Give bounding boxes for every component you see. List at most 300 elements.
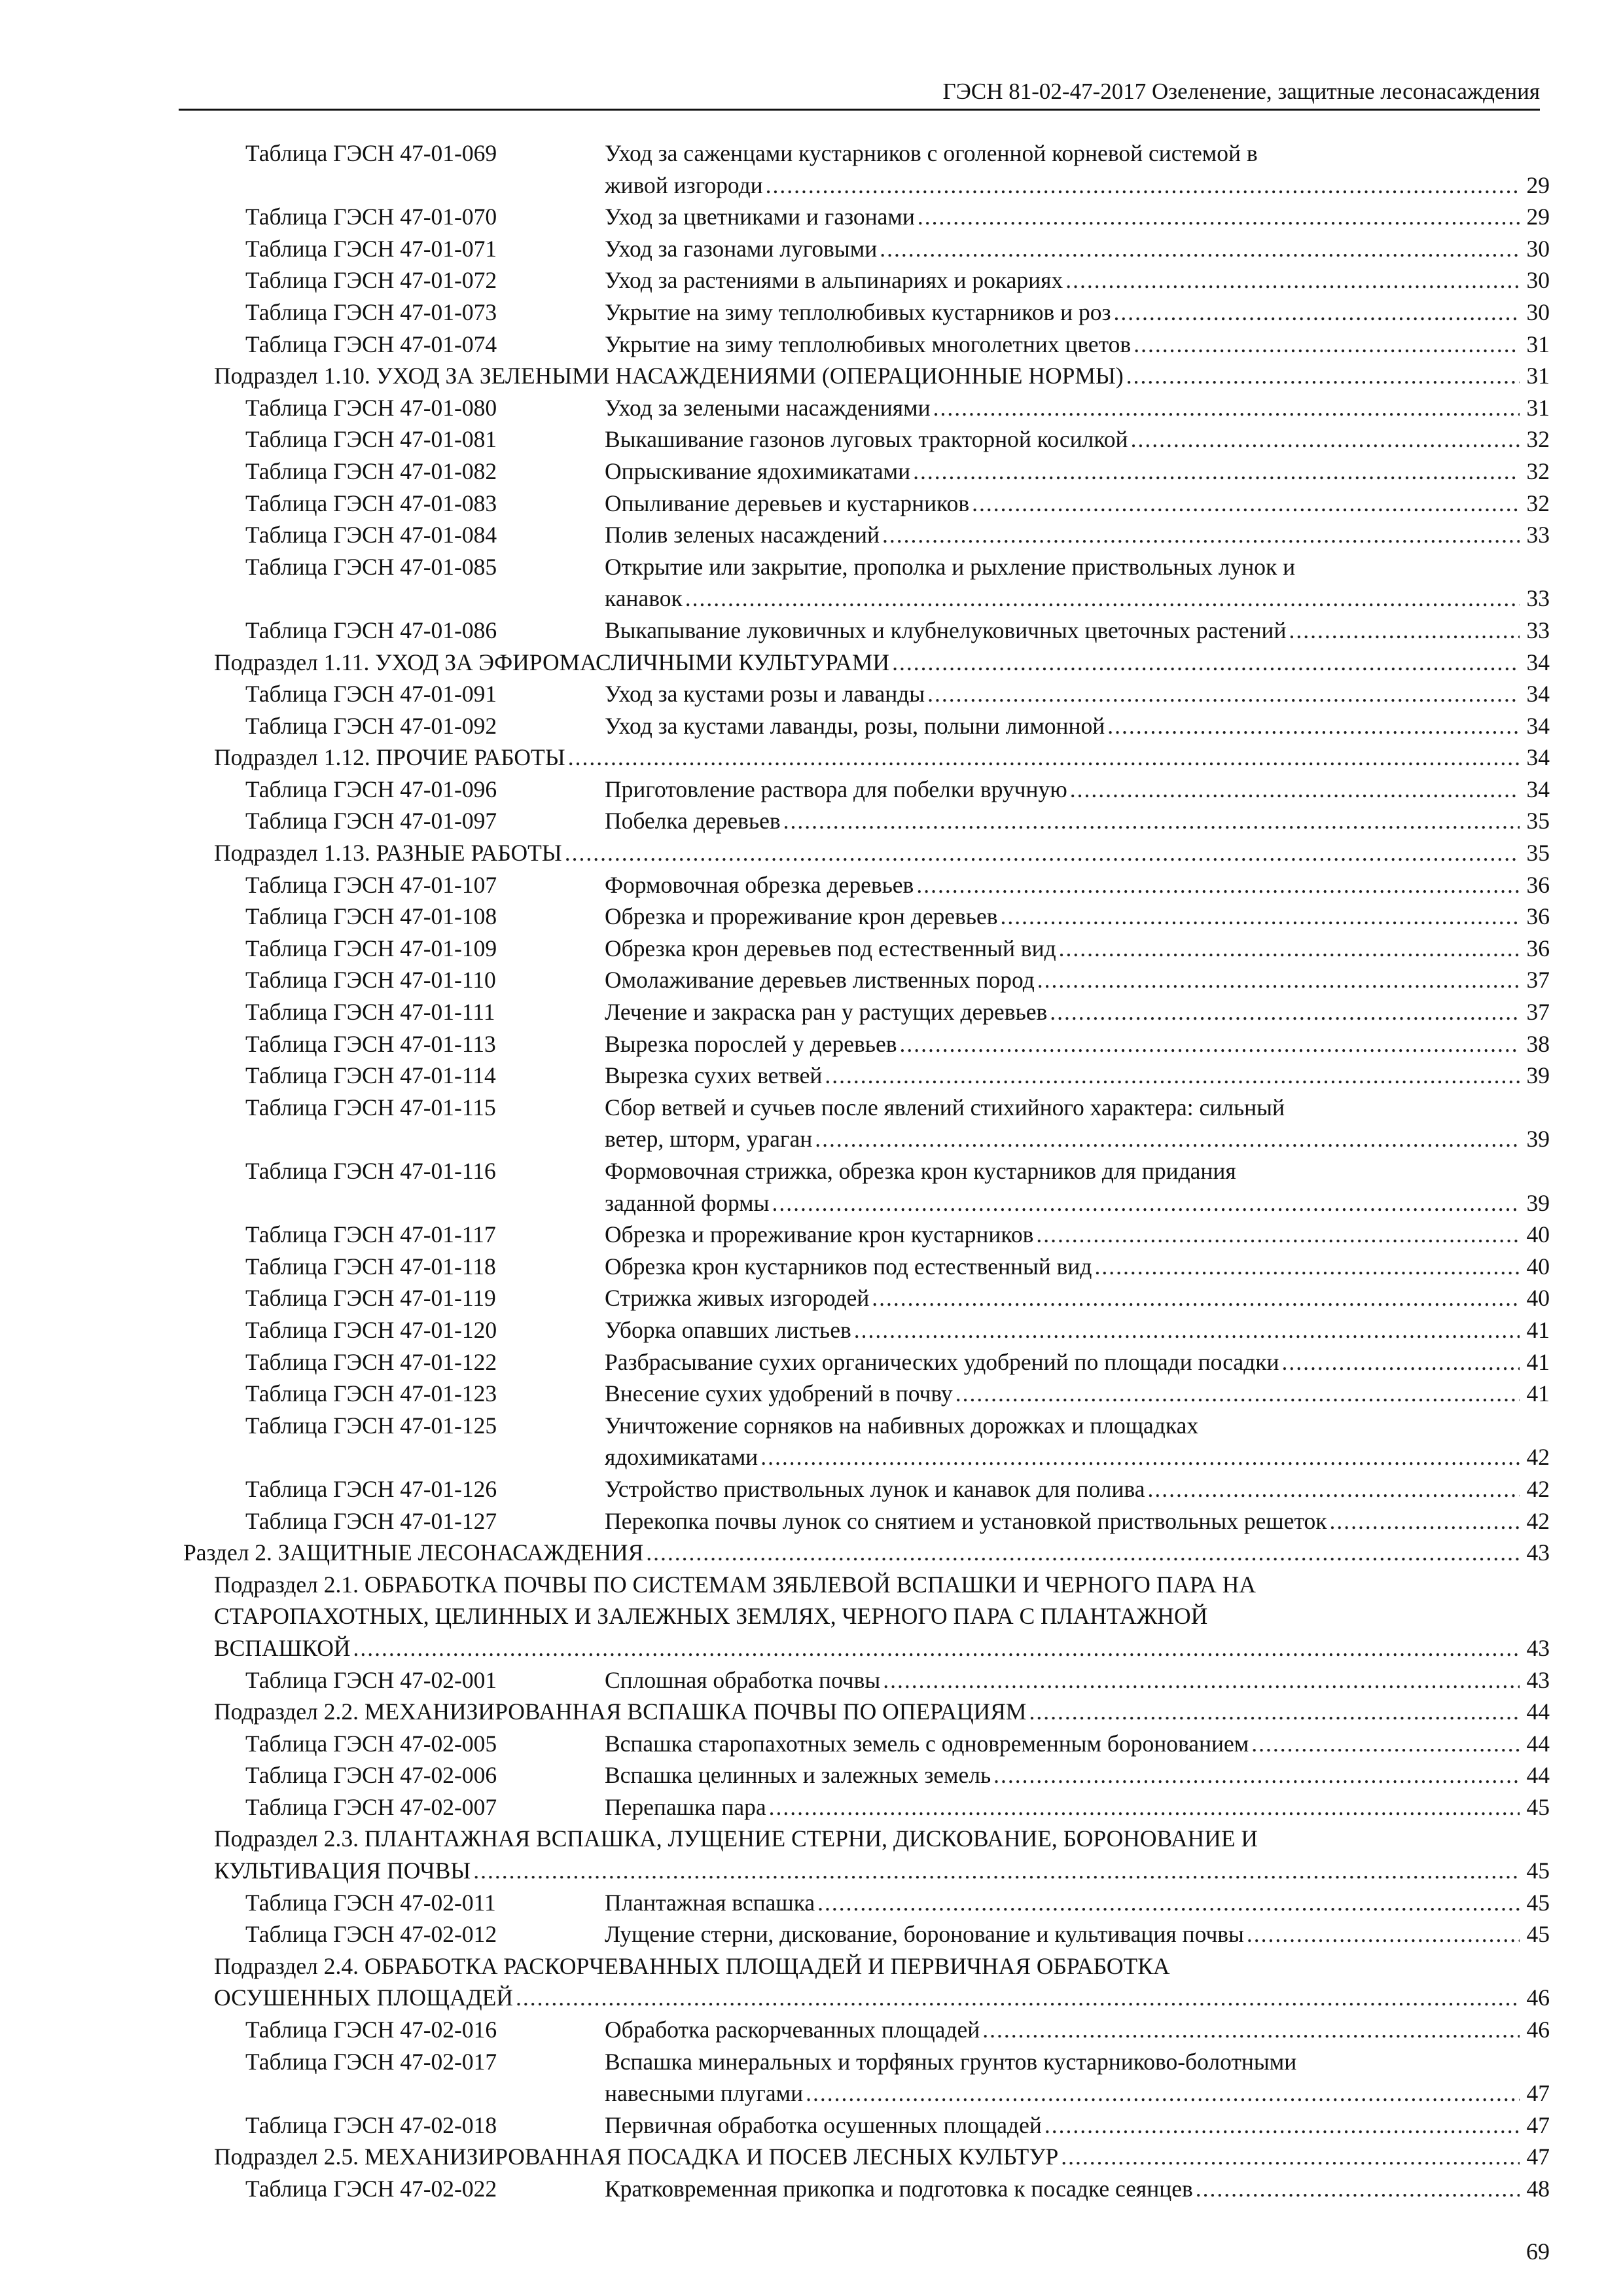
- toc-entry-title: Вспашка целинных и залежных земель: [605, 1762, 991, 1789]
- toc-row[interactable]: [0, 360, 1623, 392]
- toc-subsection-title: Подраздел 1.13. РАЗНЫЕ РАБОТЫ: [214, 840, 562, 867]
- toc-table-code: Таблица ГЭСН 47-02-016: [245, 2017, 497, 2043]
- toc-page-number: 40: [1526, 1221, 1550, 1248]
- toc-entry: [605, 1378, 1550, 1410]
- toc-subsection-title: ОСУШЕННЫХ ПЛОЩАДЕЙ: [214, 1984, 513, 2011]
- toc-entry-title: Обрезка и прореживание крон кустарников: [605, 1221, 1034, 1248]
- toc-page-number: 44: [1526, 1762, 1550, 1789]
- dot-leader: [880, 233, 1520, 265]
- toc-table-code: Таблица ГЭСН 47-01-116: [245, 1158, 496, 1184]
- toc-row[interactable]: [0, 264, 1623, 296]
- toc-row[interactable]: [0, 2109, 1623, 2142]
- toc-entry: [605, 678, 1550, 710]
- toc-table-code: Таблица ГЭСН 47-01-071: [245, 235, 497, 262]
- toc-row[interactable]: [0, 201, 1623, 233]
- toc-entry-title: Вспашка старопахотных земель с одновременным боронованием: [605, 1730, 1249, 1757]
- dot-leader: [872, 1282, 1520, 1314]
- toc-entry-title: Уборка опавших листьев: [605, 1316, 851, 1343]
- toc-section-title: Раздел 2. ЗАЩИТНЫЕ ЛЕСОНАСАЖДЕНИЯ: [183, 1539, 644, 1566]
- toc-entry: [605, 2109, 1550, 2142]
- dot-leader: [1282, 1346, 1520, 1378]
- toc-row[interactable]: [0, 488, 1623, 520]
- toc-row[interactable]: [0, 170, 1623, 202]
- toc-entry-title: Кратковременная прикопка и подготовка к посадке сеянцев: [605, 2176, 1193, 2202]
- toc-row[interactable]: [0, 2014, 1623, 2046]
- toc-row[interactable]: [0, 2173, 1623, 2205]
- toc-row[interactable]: [0, 392, 1623, 424]
- toc-page-number: 43: [1526, 1634, 1550, 1661]
- toc-table-code: Таблица ГЭСН 47-01-082: [245, 457, 497, 484]
- toc-page-number: 31: [1526, 331, 1550, 357]
- toc-entry: [605, 551, 1295, 583]
- toc-entry: [605, 1092, 1285, 1124]
- toc-row[interactable]: [0, 996, 1623, 1028]
- toc-entry-title: Вырезка порослей у деревьев: [605, 1030, 897, 1057]
- toc-row[interactable]: [0, 1632, 1623, 1664]
- toc-subsection-title: Подраздел 2.2. МЕХАНИЗИРОВАННАЯ ВСПАШКА ПОЧВЫ ПО ОПЕРАЦИЯМ: [214, 1698, 1027, 1725]
- toc-table-code: Таблица ГЭСН 47-02-018: [245, 2111, 497, 2138]
- toc-entry: [605, 933, 1550, 965]
- dot-leader: [1065, 264, 1520, 296]
- toc-row[interactable]: [0, 742, 1623, 774]
- toc-table-code: Таблица ГЭСН 47-01-119: [245, 1285, 496, 1312]
- toc-table-code: Таблица ГЭСН 47-01-085: [245, 553, 497, 580]
- dot-leader: [1070, 774, 1520, 806]
- toc-page-number: 48: [1526, 2176, 1550, 2202]
- toc-subsection-title: Подраздел 1.11. УХОД ЗА ЭФИРОМАСЛИЧНЫМИ КУЛЬТУРАМИ: [214, 649, 890, 675]
- toc-page-number: 37: [1526, 999, 1550, 1026]
- toc-entry-title: Обрезка крон деревьев под естественный вид: [605, 935, 1056, 961]
- toc-entry: [605, 519, 1550, 551]
- toc-row[interactable]: [0, 1569, 1623, 1601]
- toc-entry: [605, 1410, 1198, 1442]
- toc-entry-title: канавок: [605, 585, 683, 612]
- toc-entry-title: навесными плугами: [605, 2080, 804, 2107]
- toc-entry-title: Полив зеленых насаждений: [605, 522, 880, 548]
- toc-row[interactable]: [0, 1378, 1623, 1410]
- toc-page-number: 47: [1526, 2080, 1550, 2107]
- toc-page-number: 31: [1526, 394, 1550, 421]
- toc-entry: [605, 1187, 1550, 1219]
- toc-table-code: Таблица ГЭСН 47-01-127: [245, 1507, 497, 1534]
- toc-entry-title: Опрыскивание ядохимикатами: [605, 457, 911, 484]
- toc-entry: [605, 1219, 1550, 1251]
- toc-entry: [605, 2077, 1550, 2109]
- dot-leader: [1050, 996, 1520, 1028]
- toc-entry: [214, 1600, 1207, 1632]
- toc-table-code: Таблица ГЭСН 47-02-022: [245, 2176, 497, 2202]
- toc-entry-title: Перекопка почвы лунок со снятием и установкой приствольных решеток: [605, 1507, 1327, 1534]
- toc-entry-title: Уход за кустами лаванды, розы, полыни лимонной: [605, 712, 1105, 739]
- dot-leader: [955, 1378, 1520, 1410]
- toc-entry-title: Сбор ветвей и сучьев после явлений стихийного характера: сильный: [605, 1094, 1285, 1121]
- toc-table-code: Таблица ГЭСН 47-01-115: [245, 1094, 496, 1121]
- toc-entry-title: Лущение стерни, дискование, боронование и культивация почвы: [605, 1921, 1244, 1948]
- dot-leader: [1196, 2173, 1520, 2205]
- toc-page-number: 45: [1526, 1857, 1550, 1884]
- toc-entry: [605, 423, 1550, 456]
- toc-page-number: 39: [1526, 1062, 1550, 1089]
- dot-leader: [1133, 329, 1520, 361]
- toc-entry: [605, 2014, 1550, 2046]
- toc-subsection-title: КУЛЬТИВАЦИЯ ПОЧВЫ: [214, 1857, 471, 1884]
- toc-table-code: Таблица ГЭСН 47-01-126: [245, 1475, 497, 1502]
- toc-row[interactable]: [0, 1537, 1623, 1569]
- toc-page-number: 42: [1526, 1507, 1550, 1534]
- toc-entry-title: Уход за цветниками и газонами: [605, 204, 915, 230]
- toc-page-number: 41: [1526, 1316, 1550, 1343]
- toc-page-number: 41: [1526, 1380, 1550, 1407]
- toc-entry-title: Вспашка минеральных и торфяных грунтов кустарниково-болотными: [605, 2048, 1297, 2075]
- toc-row[interactable]: [0, 1219, 1623, 1251]
- toc-entry: [605, 1028, 1550, 1060]
- dot-leader: [1044, 2109, 1520, 2142]
- toc-entry-title: Выкашивание газонов луговых тракторной косилкой: [605, 426, 1128, 453]
- toc-page-number: 42: [1526, 1444, 1550, 1471]
- toc-entry-title: Обрезка и прореживание крон деревьев: [605, 903, 998, 930]
- toc-row[interactable]: [0, 1473, 1623, 1505]
- toc-table-code: Таблица ГЭСН 47-01-080: [245, 394, 497, 421]
- toc-row[interactable]: [0, 329, 1623, 361]
- toc-row[interactable]: [0, 1696, 1623, 1728]
- toc-page-number: 33: [1526, 522, 1550, 548]
- toc-table-code: Таблица ГЭСН 47-01-109: [245, 935, 497, 961]
- toc-row[interactable]: [0, 1887, 1623, 1919]
- toc-entry: [605, 964, 1550, 996]
- toc-page-number: 39: [1526, 1189, 1550, 1216]
- toc-entry: [605, 1282, 1550, 1314]
- toc-entry: [605, 996, 1550, 1028]
- toc-entry: [183, 1537, 1550, 1569]
- toc-subsection-title: СТАРОПАХОТНЫХ, ЦЕЛИННЫХ И ЗАЛЕЖНЫХ ЗЕМЛЯХ, ЧЕРНОГО ПАРА С ПЛАНТАЖНОЙ: [214, 1603, 1208, 1630]
- toc-table-code: Таблица ГЭСН 47-01-113: [245, 1030, 496, 1057]
- toc-entry: [605, 869, 1550, 901]
- toc-row[interactable]: [0, 678, 1623, 710]
- toc-page-number: 36: [1526, 871, 1550, 898]
- toc-row[interactable]: [0, 1282, 1623, 1314]
- dot-leader: [769, 1791, 1520, 1823]
- toc-page-number: 33: [1526, 585, 1550, 612]
- toc-page-number: 44: [1526, 1730, 1550, 1757]
- toc-row[interactable]: [0, 456, 1623, 488]
- toc-entry-title: Разбрасывание сухих органических удобрений по площади посадки: [605, 1348, 1279, 1375]
- toc-table-code: Таблица ГЭСН 47-02-005: [245, 1730, 497, 1757]
- toc-entry-title: Вырезка сухих ветвей: [605, 1062, 823, 1089]
- dot-leader: [1148, 1473, 1520, 1505]
- toc-entry-title: ядохимикатами: [605, 1444, 758, 1471]
- dot-leader: [927, 678, 1520, 710]
- dot-leader: [918, 201, 1520, 233]
- toc-page-number: 46: [1526, 1984, 1550, 2011]
- toc-entry: [605, 1759, 1550, 1791]
- toc-row[interactable]: [0, 1155, 1623, 1187]
- toc-entry: [605, 1155, 1236, 1187]
- toc-row[interactable]: [0, 519, 1623, 551]
- toc-row[interactable]: [0, 805, 1623, 837]
- toc-row[interactable]: [0, 2141, 1623, 2173]
- toc-entry-title: Обработка раскорчеванных площадей: [605, 2017, 980, 2043]
- dot-leader: [646, 1537, 1520, 1569]
- toc-entry-title: Формовочная обрезка деревьев: [605, 871, 914, 898]
- toc-row[interactable]: [0, 964, 1623, 996]
- toc-entry-title: Формовочная стрижка, обрезка крон кустарников для придания: [605, 1158, 1236, 1184]
- toc-subsection-title: Подраздел 1.10. УХОД ЗА ЗЕЛЕНЫМИ НАСАЖДЕНИЯМИ (ОПЕРАЦИОННЫЕ НОРМЫ): [214, 363, 1124, 389]
- dot-leader: [1113, 296, 1520, 329]
- toc-row[interactable]: [0, 1505, 1623, 1537]
- toc-entry-title: Уход за растениями в альпинариях и рокариях: [605, 267, 1063, 294]
- toc-entry-title: заданной формы: [605, 1189, 770, 1216]
- dot-leader: [685, 583, 1520, 615]
- dot-leader: [760, 1441, 1520, 1473]
- toc-table-code: Таблица ГЭСН 47-02-011: [245, 1889, 496, 1916]
- toc-table-code: Таблица ГЭСН 47-01-107: [245, 871, 497, 898]
- toc-row[interactable]: [0, 615, 1623, 647]
- toc-row[interactable]: [0, 1823, 1623, 1855]
- dot-leader: [772, 1187, 1520, 1219]
- toc-page-number: 32: [1526, 426, 1550, 453]
- toc-entry-title: Плантажная вспашка: [605, 1889, 815, 1916]
- toc-page-number: 32: [1526, 490, 1550, 516]
- dot-leader: [473, 1855, 1520, 1887]
- toc-row[interactable]: [0, 933, 1623, 965]
- toc-entry-title: Опыливание деревьев и кустарников: [605, 490, 970, 516]
- dot-leader: [993, 1759, 1520, 1791]
- toc-table-code: Таблица ГЭСН 47-01-070: [245, 204, 497, 230]
- toc-entry: [605, 1123, 1550, 1155]
- toc-row[interactable]: [0, 1028, 1623, 1060]
- toc-entry-title: живой изгороди: [605, 171, 763, 198]
- dot-leader: [1059, 933, 1520, 965]
- toc-row[interactable]: [0, 1728, 1623, 1760]
- toc-subsection-title: Подраздел 2.4. ОБРАБОТКА РАСКОРЧЕВАННЫХ ПЛОЩАДЕЙ И ПЕРВИЧНАЯ ОБРАБОТКА: [214, 1952, 1170, 1979]
- toc-entry: [605, 901, 1550, 933]
- toc-row[interactable]: [0, 837, 1623, 869]
- toc-row[interactable]: [0, 774, 1623, 806]
- toc-page-number: 45: [1526, 1793, 1550, 1820]
- dot-leader: [883, 1664, 1520, 1696]
- toc-entry: [605, 2173, 1550, 2205]
- toc-page-number: 30: [1526, 235, 1550, 262]
- table-of-contents: [0, 137, 1623, 2205]
- toc-row[interactable]: [0, 869, 1623, 901]
- toc-row[interactable]: [0, 2077, 1623, 2109]
- toc-entry: [214, 1569, 1256, 1601]
- toc-page-number: 47: [1526, 2144, 1550, 2170]
- toc-entry: [214, 837, 1550, 869]
- toc-page-number: 34: [1526, 712, 1550, 739]
- toc-row[interactable]: [0, 1346, 1623, 1378]
- toc-entry: [214, 742, 1550, 774]
- toc-entry: [605, 1314, 1550, 1346]
- toc-table-code: Таблица ГЭСН 47-02-001: [245, 1666, 497, 1693]
- toc-subsection-title: ВСПАШКОЙ: [214, 1634, 351, 1661]
- dot-leader: [933, 392, 1520, 424]
- toc-row[interactable]: [0, 1060, 1623, 1092]
- toc-row[interactable]: [0, 233, 1623, 265]
- toc-row[interactable]: [0, 1600, 1623, 1632]
- toc-entry-title: Укрытие на зиму теплолюбивых кустарников и роз: [605, 298, 1111, 325]
- toc-table-code: Таблица ГЭСН 47-01-117: [245, 1221, 496, 1248]
- dot-leader: [516, 1982, 1520, 2014]
- dot-leader: [1001, 901, 1520, 933]
- toc-row[interactable]: [0, 1759, 1623, 1791]
- toc-page-number: 37: [1526, 967, 1550, 994]
- toc-row[interactable]: [0, 1664, 1623, 1696]
- toc-entry: [214, 1696, 1550, 1728]
- toc-row[interactable]: [0, 710, 1623, 742]
- toc-page-number: 44: [1526, 1698, 1550, 1725]
- toc-page-number: 35: [1526, 840, 1550, 867]
- toc-entry-title: Омолаживание деревьев лиственных пород: [605, 967, 1035, 994]
- toc-page-number: 33: [1526, 617, 1550, 643]
- toc-row[interactable]: [0, 1092, 1623, 1124]
- toc-entry-title: Открытие или закрытие, прополка и рыхление приствольных лунок и: [605, 553, 1296, 580]
- toc-page-number: 30: [1526, 298, 1550, 325]
- toc-entry: [605, 615, 1550, 647]
- toc-table-code: Таблица ГЭСН 47-02-006: [245, 1762, 497, 1789]
- toc-entry-title: Уход за саженцами кустарников с оголенной корневой системой в: [605, 140, 1258, 166]
- toc-row[interactable]: [0, 1950, 1623, 1982]
- dot-leader: [1029, 1696, 1520, 1728]
- toc-table-code: Таблица ГЭСН 47-01-108: [245, 903, 497, 930]
- toc-row[interactable]: [0, 901, 1623, 933]
- dot-leader: [568, 742, 1520, 774]
- toc-table-code: Таблица ГЭСН 47-01-072: [245, 267, 497, 294]
- toc-entry: [605, 1441, 1550, 1473]
- toc-table-code: Таблица ГЭСН 47-01-086: [245, 617, 497, 643]
- toc-page-number: 46: [1526, 2017, 1550, 2043]
- toc-entry: [605, 1473, 1550, 1505]
- toc-table-code: Таблица ГЭСН 47-01-110: [245, 967, 496, 994]
- dot-leader: [766, 170, 1520, 202]
- toc-entry-title: Приготовление раствора для побелки вручную: [605, 776, 1067, 802]
- toc-entry: [214, 647, 1550, 679]
- toc-table-code: Таблица ГЭСН 47-01-123: [245, 1380, 497, 1407]
- toc-row[interactable]: [0, 1314, 1623, 1346]
- toc-table-code: Таблица ГЭСН 47-01-092: [245, 712, 497, 739]
- toc-subsection-title: Подраздел 1.12. ПРОЧИЕ РАБОТЫ: [214, 744, 565, 771]
- toc-page-number: 30: [1526, 267, 1550, 294]
- toc-page-number: 29: [1526, 204, 1550, 230]
- toc-entry-title: Уход за кустами розы и лаванды: [605, 681, 925, 708]
- dot-leader: [982, 2014, 1520, 2046]
- toc-entry: [214, 1950, 1170, 1982]
- toc-table-code: Таблица ГЭСН 47-01-096: [245, 776, 497, 802]
- toc-row[interactable]: [0, 583, 1623, 615]
- toc-page-number: 34: [1526, 649, 1550, 675]
- toc-page-number: 45: [1526, 1889, 1550, 1916]
- toc-entry: [605, 1346, 1550, 1378]
- dot-leader: [916, 869, 1520, 901]
- toc-entry: [605, 1887, 1550, 1919]
- toc-entry-title: Обрезка крон кустарников под естественный вид: [605, 1253, 1092, 1280]
- toc-entry: [605, 2046, 1296, 2078]
- toc-row[interactable]: [0, 2046, 1623, 2078]
- dot-leader: [353, 1632, 1520, 1664]
- toc-entry: [605, 1060, 1550, 1092]
- toc-entry-title: Первичная обработка осушенных площадей: [605, 2111, 1042, 2138]
- running-header: ГЭСН 81-02-47-2017 Озеленение, защитные лесонасаждения: [179, 77, 1540, 111]
- dot-leader: [1330, 1505, 1520, 1537]
- toc-row[interactable]: [0, 423, 1623, 456]
- toc-table-code: Таблица ГЭСН 47-01-111: [245, 999, 495, 1026]
- dot-leader: [1061, 2141, 1520, 2173]
- toc-entry-title: Укрытие на зиму теплолюбивых многолетних цветов: [605, 331, 1132, 357]
- toc-entry: [214, 1632, 1550, 1664]
- toc-page-number: 40: [1526, 1253, 1550, 1280]
- toc-entry: [605, 296, 1550, 329]
- toc-page-number: 38: [1526, 1030, 1550, 1057]
- toc-table-code: Таблица ГЭСН 47-01-097: [245, 808, 497, 834]
- toc-row[interactable]: [0, 1918, 1623, 1950]
- toc-entry: [605, 1251, 1550, 1283]
- dot-leader: [1251, 1728, 1520, 1760]
- toc-page-number: 31: [1526, 363, 1550, 389]
- toc-row[interactable]: [0, 551, 1623, 583]
- dot-leader: [817, 1887, 1520, 1919]
- dot-leader: [806, 2077, 1520, 2109]
- toc-row[interactable]: [0, 647, 1623, 679]
- toc-page-number: 41: [1526, 1348, 1550, 1375]
- toc-entry-title: Лечение и закраска ран у растущих деревьев: [605, 999, 1048, 1026]
- toc-row[interactable]: [0, 296, 1623, 329]
- toc-page-number: 34: [1526, 744, 1550, 771]
- toc-entry: [605, 1505, 1550, 1537]
- toc-entry-title: Внесение сухих удобрений в почву: [605, 1380, 953, 1407]
- toc-row[interactable]: [0, 1123, 1623, 1155]
- toc-entry: [605, 1791, 1550, 1823]
- toc-row[interactable]: [0, 1187, 1623, 1219]
- toc-row[interactable]: [0, 1441, 1623, 1473]
- toc-entry-title: Выкапывание луковичных и клубнелуковичных цветочных растений: [605, 617, 1287, 643]
- dot-leader: [892, 647, 1520, 679]
- toc-entry-title: ветер, шторм, ураган: [605, 1126, 813, 1153]
- toc-table-code: Таблица ГЭСН 47-01-122: [245, 1348, 497, 1375]
- toc-entry: [605, 583, 1550, 615]
- toc-page-number: 45: [1526, 1921, 1550, 1948]
- toc-entry: [214, 360, 1550, 392]
- toc-row[interactable]: [0, 1410, 1623, 1442]
- toc-table-code: Таблица ГЭСН 47-01-114: [245, 1062, 496, 1089]
- toc-row[interactable]: [0, 137, 1623, 170]
- toc-page-number: 29: [1526, 171, 1550, 198]
- toc-row[interactable]: [0, 1855, 1623, 1887]
- toc-entry: [605, 264, 1550, 296]
- toc-page-number: 43: [1526, 1539, 1550, 1566]
- toc-entry-title: Перепашка пара: [605, 1793, 766, 1820]
- dot-leader: [565, 837, 1520, 869]
- toc-entry: [605, 329, 1550, 361]
- toc-row[interactable]: [0, 1982, 1623, 2014]
- toc-entry: [605, 1918, 1550, 1950]
- toc-subsection-title: Подраздел 2.1. ОБРАБОТКА ПОЧВЫ ПО СИСТЕМАМ ЗЯБЛЕВОЙ ВСПАШКИ И ЧЕРНОГО ПАРА НА: [214, 1571, 1257, 1598]
- dot-leader: [1107, 710, 1520, 742]
- toc-row[interactable]: [0, 1791, 1623, 1823]
- dot-leader: [1095, 1251, 1520, 1283]
- toc-entry: [214, 1855, 1550, 1887]
- toc-entry: [605, 137, 1258, 170]
- toc-entry: [605, 233, 1550, 265]
- toc-table-code: Таблица ГЭСН 47-01-084: [245, 522, 497, 548]
- dot-leader: [815, 1123, 1520, 1155]
- dot-leader: [1131, 423, 1520, 456]
- toc-page-number: 32: [1526, 457, 1550, 484]
- dot-leader: [913, 456, 1520, 488]
- toc-page-number: 43: [1526, 1666, 1550, 1693]
- toc-table-code: Таблица ГЭСН 47-02-017: [245, 2048, 497, 2075]
- toc-row[interactable]: [0, 1251, 1623, 1283]
- toc-entry-title: Сплошная обработка почвы: [605, 1666, 881, 1693]
